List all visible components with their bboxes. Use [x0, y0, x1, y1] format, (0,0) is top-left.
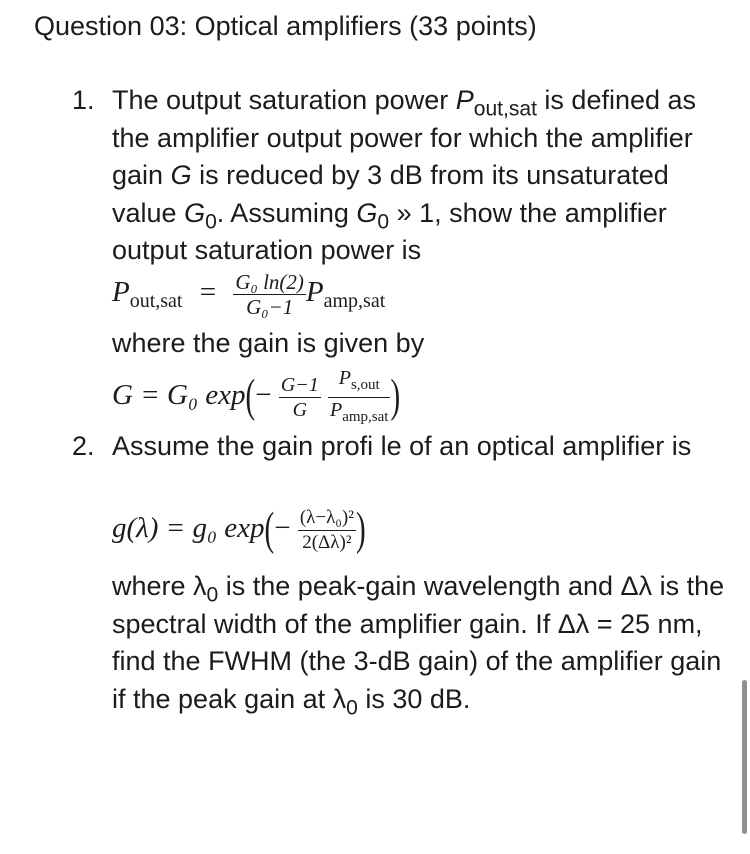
- eq3-left-paren: (: [264, 504, 275, 556]
- item1-text-c: is reduced by 3 dB from its unsaturated value: [112, 160, 669, 228]
- item1-text-b: is defined as the amplifier output power for which the amplifier gain: [112, 85, 697, 190]
- item1-p-subscript: out,sat: [473, 97, 537, 121]
- eq2-frac1-numerator: G−1: [280, 374, 319, 396]
- eq1-fraction: [233, 270, 306, 319]
- eq2-minus: −: [255, 379, 272, 412]
- item2-text-b: where λ: [112, 571, 207, 601]
- eq1-numerator: G₀ ln(2): [235, 270, 304, 294]
- item2-paragraph: [112, 568, 727, 718]
- eq2-fraction-2: [328, 366, 390, 429]
- item1-text-a: The output saturation power: [112, 85, 456, 115]
- eq2-frac2-num-subscript: s,out: [350, 377, 380, 393]
- eq3-fraction: [298, 506, 356, 555]
- equation-gain: [112, 366, 400, 429]
- item1-text-d: . Assuming: [216, 197, 357, 228]
- item2-text-d: is 30 dB.: [357, 683, 471, 714]
- equation-gain-profile: [112, 506, 366, 555]
- eq2-frac1-denominator: G: [279, 397, 321, 422]
- item1-paragraph: [112, 82, 727, 270]
- scrollbar[interactable]: [742, 680, 747, 834]
- list-number-1: 1.: [72, 85, 95, 115]
- item2-intro: Assume the gain profi le of an optical amplifier is: [112, 431, 692, 461]
- list-number-2: 2.: [72, 431, 95, 461]
- eq2-frac2-den-p: P: [330, 399, 343, 421]
- item1-text-e: » 1, show the amplifier output saturation power is: [112, 197, 667, 265]
- eq2-right-paren: ): [390, 371, 401, 423]
- eq3-right-paren: ): [355, 504, 366, 556]
- eq2-frac2-den-subscript: amp,sat: [342, 409, 389, 425]
- item1-g0-subscript: 0: [205, 209, 217, 233]
- item1-g0-subscript-2: 0: [377, 209, 390, 233]
- eq1-denominator: G₀−1: [233, 294, 306, 319]
- eq2-lhs: G = G₀ exp: [112, 379, 246, 412]
- eq1-lhs-p: P: [112, 276, 130, 309]
- item1-p-symbol: P: [455, 85, 474, 115]
- item2-lambda0-subscript: 0: [206, 583, 219, 607]
- item1-g0-symbol-2: G: [356, 197, 378, 228]
- eq3-denominator: 2(Δλ)²: [298, 530, 356, 555]
- eq1-equals: =: [199, 276, 217, 309]
- eq1-rhs-subscript: amp,sat: [323, 290, 386, 313]
- eq2-fraction-1: [279, 373, 321, 422]
- eq3-lhs: g(λ) = g₀ exp: [112, 512, 265, 545]
- eq3-minus: −: [274, 512, 291, 545]
- item1-g-symbol: G: [170, 160, 192, 190]
- where-gain-text: where the gain is given by: [112, 328, 425, 358]
- question-title: Question 03: Optical amplifiers (33 points): [34, 11, 537, 41]
- eq1-lhs-subscript: out,sat: [129, 290, 183, 313]
- item1-g0-symbol: G: [184, 197, 206, 228]
- item2-text-c: is the peak-gain wavelength and Δλ is the spectral width of the amplifier gain. If Δλ = 25 nm, find the FWHM (the 3-dB gain) of the amplifier gain if the peak gain at λ: [112, 571, 725, 714]
- eq2-frac2-num-p: P: [338, 367, 351, 389]
- item2-lambda0-subscript-2: 0: [346, 695, 358, 719]
- eq2-left-paren: (: [245, 371, 256, 423]
- eq1-rhs-p: P: [305, 276, 324, 309]
- eq3-numerator: (λ−λ₀)²: [299, 507, 354, 528]
- equation-pout-sat: [112, 270, 385, 319]
